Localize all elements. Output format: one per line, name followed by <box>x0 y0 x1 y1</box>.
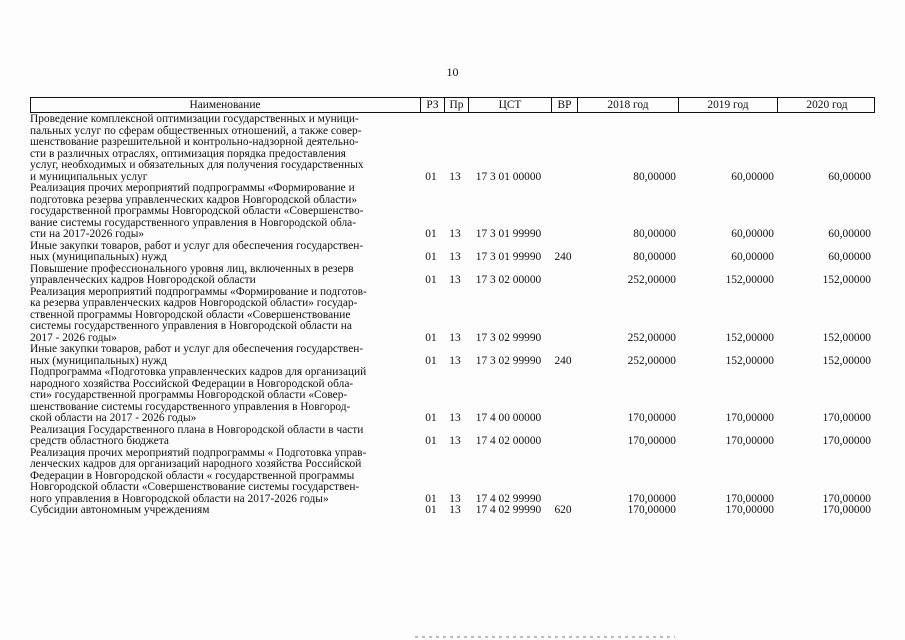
row-name-line: ской области на 2017 - 2026 годы» <box>30 412 197 424</box>
cell-y2020: 170,00000 <box>822 504 871 516</box>
row-name-line: средств областного бюджета <box>30 435 169 447</box>
row-name-line: 2017 - 2026 годы» <box>30 331 117 344</box>
row-name-line: вание системы государственного управления в Новгородской обла- <box>30 216 356 229</box>
row-name-line: Реализация мероприятий подпрограммы «Формирование и подготов- <box>30 285 367 298</box>
cell-cst: 17 4 02 99990 <box>475 492 542 505</box>
row-name-line: сти» государственной программы Новгородской области «Совер- <box>30 389 348 401</box>
header-2020: 2020 год <box>777 98 876 112</box>
cell-y2020: 60,00000 <box>828 228 871 240</box>
cell-y2018: 80,00000 <box>633 170 676 183</box>
cell-cst: 17 3 01 99990 <box>475 228 542 240</box>
cell-y2020: 152,00000 <box>822 354 871 367</box>
row-name-line: народного хозяйства Российской Федерации в Новгородской обла- <box>30 377 354 390</box>
cell-cst: 17 3 02 00000 <box>475 274 542 286</box>
row-name <box>30 287 418 345</box>
cell-pr: 13 <box>449 492 461 505</box>
row-name-line: системы государственного управления в Новгородской области на <box>30 320 352 332</box>
row-name <box>30 114 418 183</box>
cell-y2019: 60,00000 <box>731 228 774 240</box>
cell-pr: 13 <box>449 412 461 424</box>
cell-y2018: 170,00000 <box>627 492 676 505</box>
cell-rz: 01 <box>425 251 437 263</box>
row-name-line: Повышение профессионального уровня лиц, включенных в резерв <box>30 262 354 275</box>
cell-y2019: 152,00000 <box>725 274 774 286</box>
row-name-line: шенствование системы государственного управления в Новгород- <box>30 400 351 413</box>
cell-cst: 17 3 01 99990 <box>475 251 542 263</box>
header-vr: ВР <box>551 98 577 112</box>
cell-rz: 01 <box>425 170 437 183</box>
row-name-line: шенствование разрешительной и контрольно-надзорной деятельно- <box>30 136 359 148</box>
cell-y2018: 80,00000 <box>633 228 676 240</box>
cell-y2019: 170,00000 <box>725 504 774 516</box>
row-name-line: ственной программы Новгородской области «Совершенствование <box>30 308 351 321</box>
cell-y2018: 170,00000 <box>627 435 676 447</box>
cell-y2018: 170,00000 <box>627 504 676 516</box>
row-name-line: Новгородской области «Совершенствование системы государствен- <box>30 481 360 493</box>
row-name-line: управленческих кадров Новгородской области <box>30 274 256 286</box>
cell-cst: 17 3 01 00000 <box>475 170 542 183</box>
cell-rz: 01 <box>425 274 437 286</box>
cell-cst: 17 4 02 00000 <box>475 435 542 447</box>
cell-y2018: 252,00000 <box>627 354 676 367</box>
row-name <box>30 344 418 367</box>
row-name-line: Реализация прочих мероприятий подпрограммы «Формирование и <box>30 182 355 194</box>
table-row <box>30 344 875 367</box>
header-cst: ЦСТ <box>468 98 551 112</box>
cell-pr: 13 <box>449 274 461 286</box>
cell-vr: 620 <box>554 504 572 516</box>
cell-y2020: 170,00000 <box>822 492 871 505</box>
cell-pr: 13 <box>449 354 461 367</box>
cell-y2018: 80,00000 <box>633 251 676 263</box>
header-2018: 2018 год <box>577 98 678 112</box>
row-name <box>30 241 418 264</box>
cell-pr: 13 <box>449 170 461 183</box>
row-name <box>30 367 418 425</box>
row-name-line: Иные закупки товаров, работ и услуг для обеспечения государствен- <box>30 239 364 252</box>
row-name <box>30 264 418 287</box>
table-row <box>30 505 875 517</box>
row-name-line: государственной программы Новгородской области «Совершенство- <box>30 205 364 217</box>
cell-rz: 01 <box>425 412 437 424</box>
cell-cst: 17 4 02 99990 <box>475 504 542 516</box>
row-name-line: Проведение комплексной оптимизации государственных и муници- <box>30 113 359 125</box>
row-name-line: Реализация Государственного плана в Новгородской области в части <box>30 423 364 436</box>
cell-pr: 13 <box>449 504 461 516</box>
cell-cst: 17 3 02 99990 <box>475 331 542 344</box>
cell-pr: 13 <box>449 435 461 447</box>
cell-pr: 13 <box>449 228 461 240</box>
row-name-line: Субсидии автономным учреждениям <box>30 504 210 516</box>
table-row <box>30 287 875 345</box>
cell-rz: 01 <box>425 228 437 240</box>
cell-y2019: 152,00000 <box>725 331 774 344</box>
cell-y2019: 60,00000 <box>731 170 774 183</box>
table-row <box>30 367 875 425</box>
header-name: Наименование <box>189 99 261 111</box>
table-row <box>30 448 875 506</box>
header-rz: РЗ <box>420 98 444 112</box>
cell-y2020: 152,00000 <box>822 331 871 344</box>
cell-vr: 240 <box>554 354 572 367</box>
cell-vr: 240 <box>554 251 572 263</box>
row-name-line: пальных услуг по сферам общественных отношений, а также совер- <box>30 124 362 137</box>
cell-y2019: 170,00000 <box>725 435 774 447</box>
table-row <box>30 425 875 448</box>
page-number: 10 <box>446 65 459 79</box>
row-name-line: ных (муниципальных) нужд <box>30 251 167 263</box>
row-name-line: Федерации в Новгородской области « государственной программы <box>30 469 355 482</box>
cell-y2019: 60,00000 <box>731 251 774 263</box>
header-pr: Пр <box>444 98 468 112</box>
cell-rz: 01 <box>425 435 437 447</box>
row-name <box>30 448 418 506</box>
table-header <box>30 97 875 113</box>
cell-rz: 01 <box>425 492 437 505</box>
budget-table <box>30 97 875 517</box>
row-name <box>30 183 418 241</box>
row-name <box>30 505 418 517</box>
cell-rz: 01 <box>425 504 437 516</box>
row-name-line: ного управления в Новгородской области на 2017-2026 годы» <box>30 492 329 505</box>
cell-cst: 17 3 02 99990 <box>475 354 542 367</box>
row-name-line: сти на 2017-2026 годы» <box>30 228 145 240</box>
cell-y2020: 152,00000 <box>822 274 871 286</box>
cell-y2020: 170,00000 <box>822 412 871 424</box>
cell-y2018: 252,00000 <box>627 331 676 344</box>
row-name <box>30 425 418 448</box>
cell-rz: 01 <box>425 354 437 367</box>
cell-y2019: 170,00000 <box>725 412 774 424</box>
cell-y2020: 60,00000 <box>828 251 871 263</box>
table-row <box>30 114 875 183</box>
cell-rz: 01 <box>425 331 437 344</box>
table-row <box>30 241 875 264</box>
table-body <box>30 113 875 517</box>
row-name-line: ных (муниципальных) нужд <box>30 354 167 367</box>
row-name-line: и муниципальных услуг <box>30 170 148 183</box>
cell-cst: 17 4 00 00000 <box>475 412 542 424</box>
cell-y2019: 170,00000 <box>725 492 774 505</box>
cell-pr: 13 <box>449 251 461 263</box>
row-name-line: ка резерва управленческих кадров Новгородской области» государ- <box>30 297 358 309</box>
cell-y2018: 252,00000 <box>627 274 676 286</box>
row-name-line: услуг, необходимых и обязательных для получения государственных <box>30 159 364 171</box>
table-row <box>30 183 875 241</box>
scan-artifact <box>415 636 675 638</box>
table-row <box>30 264 875 287</box>
cell-pr: 13 <box>449 331 461 344</box>
row-name-line: сти в различных отраслях, оптимизация порядка предоставления <box>30 147 346 160</box>
cell-y2019: 152,00000 <box>725 354 774 367</box>
row-name-line: подготовка резерва управленческих кадров Новгородской области» <box>30 193 358 206</box>
row-name-line: Иные закупки товаров, работ и услуг для обеспечения государствен- <box>30 343 364 355</box>
row-name-line: ленческих кадров для организаций народного хозяйства Российской <box>30 458 362 470</box>
cell-y2020: 60,00000 <box>828 170 871 183</box>
header-2019: 2019 год <box>678 98 777 112</box>
cell-y2020: 170,00000 <box>822 435 871 447</box>
row-name-line: Подпрограмма «Подготовка управленческих кадров для организаций <box>30 366 367 378</box>
cell-y2018: 170,00000 <box>627 412 676 424</box>
row-name-line: Реализация прочих мероприятий подпрограммы « Подготовка управ- <box>30 446 367 459</box>
